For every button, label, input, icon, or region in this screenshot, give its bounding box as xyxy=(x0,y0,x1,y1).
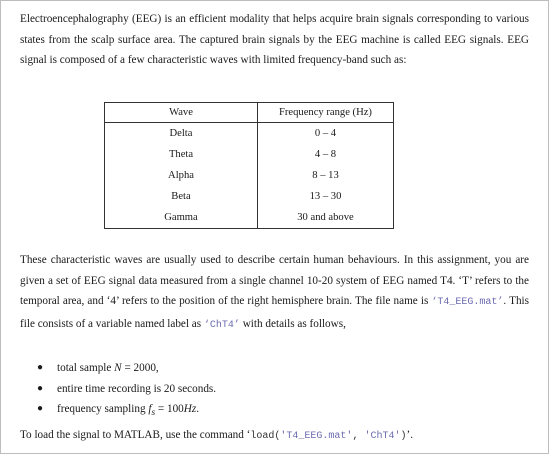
details-list xyxy=(37,358,216,420)
bullet-icon: ● xyxy=(37,403,44,414)
bullet-icon: ● xyxy=(37,362,44,373)
wave-cell: Theta xyxy=(105,144,258,165)
header-frequency: Frequency range (Hz) xyxy=(258,103,394,123)
wave-cell: Alpha xyxy=(105,165,258,186)
list-item: ● entire time recording is 20 seconds. xyxy=(37,379,216,400)
table-row xyxy=(105,207,394,229)
range-cell: 30 and above xyxy=(258,207,394,229)
wave-cell: Beta xyxy=(105,186,258,207)
table-header-row xyxy=(105,103,394,123)
close-quote: ’. xyxy=(406,429,414,441)
closing-text: To load the signal to MATLAB, use the command xyxy=(20,429,247,441)
body-paragraph xyxy=(20,250,529,336)
body-text-b: . This file consists of a variable named label as xyxy=(20,295,530,330)
wave-cell: Delta xyxy=(105,123,258,145)
wave-cell: Gamma xyxy=(105,207,258,229)
body-text-c: with details as follows, xyxy=(239,317,346,330)
bullet-icon: ● xyxy=(37,382,44,394)
closing-paragraph xyxy=(20,425,540,447)
frequency-table xyxy=(104,102,394,229)
range-cell: 8 – 13 xyxy=(258,165,394,186)
range-cell: 0 – 4 xyxy=(258,123,394,145)
table-row xyxy=(105,186,394,207)
range-cell: 13 – 30 xyxy=(258,186,394,207)
list-item: ● total sample N = 2000, xyxy=(37,358,216,379)
filename-code: ‘T4_EEG.mat’ xyxy=(431,297,504,309)
table-row xyxy=(105,144,394,165)
range-cell: 4 – 8 xyxy=(258,144,394,165)
load-command-code: load('T4_EEG.mat', 'ChT4') xyxy=(250,431,407,442)
header-wave: Wave xyxy=(105,103,258,123)
table-row xyxy=(105,123,394,145)
list-item: ● frequency sampling $f_s = 100Hz$. xyxy=(37,399,216,420)
intro-paragraph: Electroencephalography (EEG) is an efficient modality that helps acquire brain signals corresponding to various states from the scalp surface area. The captured brain signals by the EEG machine is called EEG signals. EEG signal is composed of a few characteristic waves with limited frequency-band such as: xyxy=(20,13,529,67)
math-expression: $f_s = 100Hz$ xyxy=(148,403,197,419)
open-quote: ‘ xyxy=(246,429,251,441)
math-expression: N = 2000, xyxy=(114,362,159,374)
varname-code: ‘ChT4’ xyxy=(203,319,240,331)
table-row xyxy=(105,165,394,186)
body-text-a: These characteristic waves are usually used to describe certain human behaviours. In this assignment, you are given a set of EEG signal data measured from a single channel 10-20 system of EEG named T4. ‘T’ refers to the temporal area, and ‘4’ refers to the position of the right hemisphere brain. The file name is xyxy=(20,254,529,308)
